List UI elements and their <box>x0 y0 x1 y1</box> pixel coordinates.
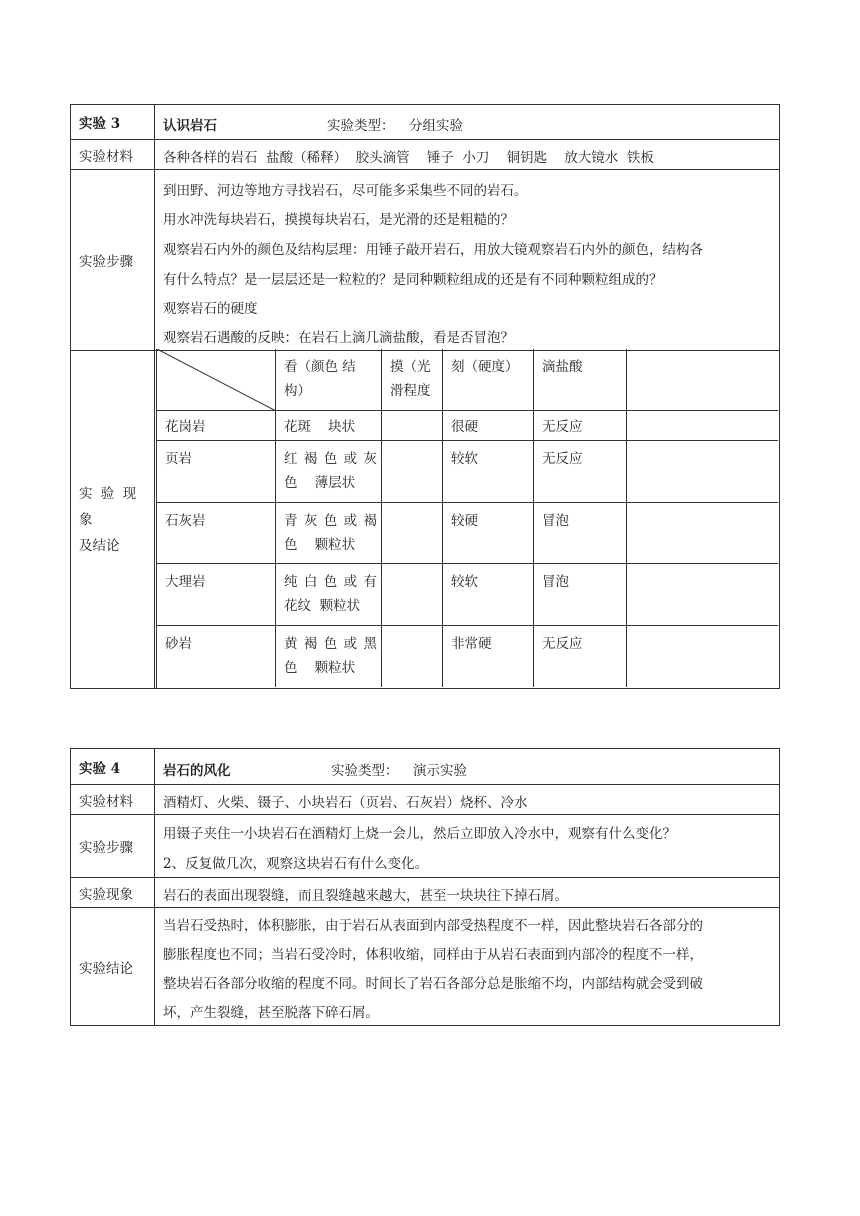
exp4-steps-row <box>71 814 779 877</box>
exp3-title: 认识岩石 <box>163 118 217 134</box>
exp3-phenomena-label: 实 验 现 象 <box>79 485 139 528</box>
rock-blank <box>627 503 778 564</box>
diagonal-line <box>157 349 276 411</box>
rock-acid: 无反应 <box>534 411 627 441</box>
rock-acid: 无反应 <box>534 441 627 503</box>
exp3-step: 有什么特点？是一层层还是一粒粒的？是同种颗粒组成的还是有不同种颗粒组成的？ <box>163 272 663 288</box>
header-scratch: 刻（硬度） <box>443 349 534 411</box>
rock-touch <box>382 626 443 687</box>
exp4-conclusion-line: 膨胀程度也不同；当岩石受冷时，体积收缩，同样由于从岩石表面到内部冷的程度不一样， <box>163 947 703 963</box>
rock-touch <box>382 503 443 564</box>
rock-name: 石灰岩 <box>157 503 276 564</box>
rock-observation-table <box>156 349 779 689</box>
exp3-type-value: 分组实验 <box>409 118 463 134</box>
rock-look: 纯白色或有 花纹 颗粒状 <box>276 564 382 626</box>
exp3-steps-row <box>71 169 779 350</box>
rock-blank <box>627 626 778 687</box>
exp4-steps-label: 实验步骤 <box>71 815 155 877</box>
exp4-step: 用镊子夹住一小块岩石在酒精灯上烧一会儿，然后立即放入冷水中，观察有什么变化？ <box>163 826 676 842</box>
exp3-steps-label: 实验步骤 <box>71 170 155 350</box>
rock-name: 大理岩 <box>157 564 276 626</box>
rock-scratch: 较硬 <box>443 503 534 564</box>
header-acid: 滴盐酸 <box>534 349 627 411</box>
exp3-step: 用水冲洗每块岩石，摸摸每块岩石，是光滑的还是粗糙的？ <box>163 212 514 228</box>
rock-name: 花岗岩 <box>157 411 276 441</box>
exp4-id: 实验 4 <box>71 749 155 784</box>
rock-blank <box>627 411 778 441</box>
exp4-materials: 酒精灯、火柴、镊子、小块岩石（页岩、石灰岩）烧杯、冷水 <box>163 795 528 811</box>
rock-blank <box>627 441 778 503</box>
exp4-phenomena-label: 实验现象 <box>71 878 155 907</box>
exp3-id: 实验 3 <box>71 105 155 139</box>
rock-scratch: 较软 <box>443 564 534 626</box>
exp3-step: 观察岩石遇酸的反映：在岩石上滴几滴盐酸，看是否冒泡？ <box>163 330 514 346</box>
exp4-phenomena: 岩石的表面出现裂缝，而且裂缝越来越大，甚至一块块往下掉石屑。 <box>163 888 568 904</box>
diagonal-header-cell <box>157 349 276 411</box>
exp4-conclusion-line: 整块岩石各部分收缩的程度不同。时间长了岩石各部分总是胀缩不均，内部结构就会受到破 <box>163 976 703 992</box>
rock-scratch: 较软 <box>443 441 534 503</box>
rock-blank <box>627 564 778 626</box>
exp3-type-label: 实验类型： <box>327 118 395 134</box>
exp4-conclusion-line: 坏，产生裂缝，甚至脱落下碎石屑。 <box>163 1005 379 1021</box>
rock-name: 页岩 <box>157 441 276 503</box>
exp4-materials-label: 实验材料 <box>71 785 155 814</box>
header-blank <box>627 349 778 411</box>
header-look: 看（颜色 结 构） <box>276 349 382 411</box>
exp4-conclusion-line: 当岩石受热时，体积膨胀，由于岩石从表面到内部受热程度不一样，因此整块岩石各部分的 <box>163 918 703 934</box>
rock-look: 红褐色或灰 色 薄层状 <box>276 441 382 503</box>
experiment-4-table <box>70 748 780 1026</box>
rock-look: 青灰色或褐 色 颗粒状 <box>276 503 382 564</box>
exp3-step: 观察岩石的硬度 <box>163 301 258 317</box>
exp4-header-row <box>71 749 779 784</box>
rock-touch <box>382 564 443 626</box>
rock-touch <box>382 441 443 503</box>
rock-touch <box>382 411 443 441</box>
exp3-materials: 各种各样的岩石 盐酸（稀释） 胶头滴管 锤子 小刀 铜钥匙 放大镜水 铁板 <box>163 150 654 166</box>
rock-look: 花斑 块状 <box>276 411 382 441</box>
exp4-step: 2、反复做几次，观察这块岩石有什么变化。 <box>163 856 429 872</box>
exp3-step: 观察岩石内外的颜色及结构层理：用锤子敲开岩石，用放大镜观察岩石内外的颜色，结构各 <box>163 242 703 258</box>
exp3-materials-label: 实验材料 <box>71 140 155 169</box>
rock-scratch: 很硬 <box>443 411 534 441</box>
rock-acid: 无反应 <box>534 626 627 687</box>
exp4-conclusion-row <box>71 907 779 1025</box>
rock-acid: 冒泡 <box>534 503 627 564</box>
exp4-materials-row <box>71 784 779 814</box>
exp4-phenomena-row <box>71 877 779 907</box>
exp3-materials-row <box>71 139 779 169</box>
rock-acid: 冒泡 <box>534 564 627 626</box>
exp4-type-label: 实验类型： <box>331 763 399 779</box>
exp4-conclusion-label: 实验结论 <box>71 908 155 1025</box>
rock-look: 黄褐色或黑 色 颗粒状 <box>276 626 382 687</box>
rock-name: 砂岩 <box>157 626 276 687</box>
rock-scratch: 非常硬 <box>443 626 534 687</box>
header-touch: 摸（光 滑程度 <box>382 349 443 411</box>
exp3-step: 到田野、河边等地方寻找岩石，尽可能多采集些不同的岩石。 <box>163 183 528 199</box>
exp3-phenomena-label-2: 及结论 <box>79 537 120 554</box>
exp4-title: 岩石的风化 <box>163 763 231 779</box>
exp3-header-row <box>71 105 779 139</box>
exp4-type-value: 演示实验 <box>413 763 467 779</box>
